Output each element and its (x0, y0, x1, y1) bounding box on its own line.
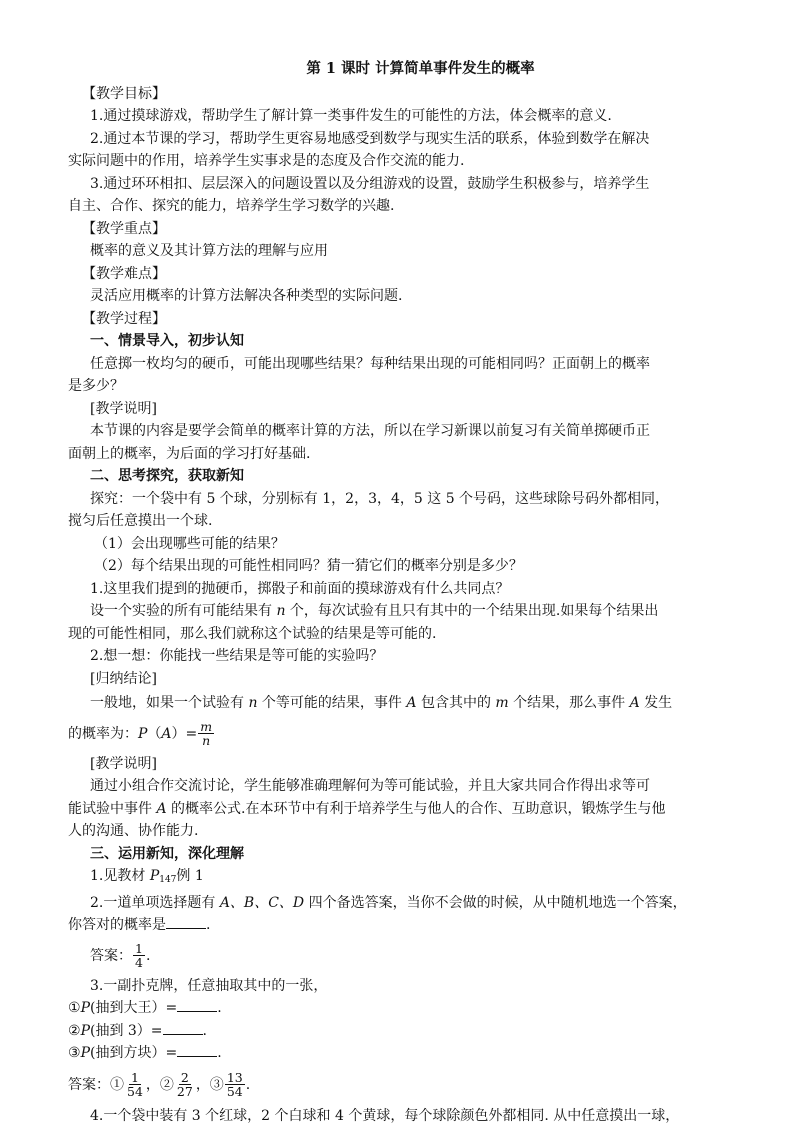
goals-heading: 【教学目标】 (82, 83, 735, 106)
key-heading: 【教学重点】 (82, 218, 735, 241)
section-2-note-a: 通过小组合作交流讨论，学生能够准确理解何为等可能试验，并且大家共同合作得出求等可 (90, 775, 735, 798)
goal-3a: 3.通过环环相扣、层层深入的问题设置以及分组游戏的设置，鼓励学生积极参与，培养学生 (90, 173, 735, 196)
section-3-point-1: 1.见教材 $P_{147}$例 1 (90, 865, 735, 892)
section-3-point-2a: 2.一道单项选择题有 A、B、C、D 四个备选答案，当你不会做的时候，从中随机地选一个答案， (90, 892, 735, 915)
document-page (90, 58, 735, 1127)
section-2-point-1: 1.这里我们提到的抛硬币，掷骰子和前面的摸球游戏有什么共同点？ (90, 578, 735, 601)
section-2-question-2: （2）每个结果出现的可能性相同吗？猜一猜它们的概率分别是多少？ (94, 555, 735, 578)
section-3-point-4: 4.一个袋中装有 3 个红球，2 个白球和 4 个黄球，每个球除颜色外都相同. 从中任意摸出一球， (90, 1105, 735, 1127)
process-heading: 【教学过程】 (82, 308, 735, 331)
section-1-question-b: 是多少？ (68, 375, 735, 398)
section-3-choice-2: ②P(抽到 3）= . (68, 1020, 735, 1043)
section-3-point-2b: 你答对的概率是 . (68, 914, 735, 937)
section-1-question-a: 任意掷一枚均匀的硬币，可能出现哪些结果？每种结果出现的可能相同吗？正面朝上的概率 (90, 353, 735, 376)
section-2-conclusion-formula: 的概率为：P（A）= $\frac{m}{n}$ (68, 717, 735, 751)
section-1-heading: 一、情景导入，初步认知 (90, 330, 735, 353)
section-2-definition-a: 设一个实验的所有可能结果有 n 个，每次试验有且只有其中的一个结果出现.如果每个结果出 (90, 600, 735, 623)
difficulty-heading: 【教学难点】 (82, 263, 735, 286)
section-3-point-3: 3.一副扑克牌，任意抽取其中的一张， (90, 975, 735, 998)
section-3-choice-1: ①P(抽到大王）= . (68, 997, 735, 1020)
section-2-explore-b: 搅匀后任意摸出一个球. (68, 510, 735, 533)
goal-3b: 自主、合作、探究的能力，培养学生学习数学的兴趣. (68, 195, 735, 218)
section-2-conclusion-heading: [归纳结论] (90, 668, 735, 691)
section-2-point-2: 2.想一想：你能找一些结果是等可能的实验吗？ (90, 645, 735, 668)
goal-1: 1.通过摸球游戏，帮助学生了解计算一类事件发生的可能性的方法，体会概率的意义. (90, 105, 735, 128)
section-3-answer-3: 答案：① $\frac{1}{54}$ ，② $\frac{2}{27}$ ，③ $\frac{13}{54}$ . (68, 1067, 735, 1103)
section-3-choice-3: ③P(抽到方块）= . (68, 1042, 735, 1065)
key-point: 概率的意义及其计算方法的理解与应用 (90, 240, 735, 263)
section-2-explore-a: 探究：一个袋中有 5 个球，分别标有 1，2，3，4，5 这 5 个号码，这些球除号码外都相同， (90, 488, 735, 511)
section-2-question-1: （1）会出现哪些可能的结果？ (94, 533, 735, 556)
section-2-conclusion-a: 一般地，如果一个试验有 n 个等可能的结果，事件 A 包含其中的 m 个结果，那么事件 A 发生 (90, 692, 735, 715)
section-2-heading: 二、思考探究，获取新知 (90, 465, 735, 488)
goal-2b: 实际问题中的作用，培养学生实事求是的态度及合作交流的能力. (68, 150, 735, 173)
section-2-note-c: 人的沟通、协作能力. (68, 820, 735, 843)
probability-fraction: $\frac{m}{n}$ (198, 720, 214, 747)
section-1-note-a: 本节课的内容是要学会简单的概率计算的方法，所以在学习新课以前复习有关简单掷硬币正 (90, 420, 735, 443)
section-2-note-heading: [教学说明] (90, 753, 735, 776)
section-3-answer-2: 答案： $\frac{1}{4}$ . (90, 939, 735, 973)
section-1-note-b: 面朝上的概率，为后面的学习打好基础. (68, 443, 735, 466)
section-2-definition-b: 现的可能性相同，那么我们就称这个试验的结果是等可能的. (68, 623, 735, 646)
section-3-heading: 三、运用新知，深化理解 (90, 843, 735, 866)
answer-blank (166, 914, 206, 929)
section-2-note-b: 能试验中事件 A 的概率公式.在本环节中有利于培养学生与他人的合作、互助意识，锻炼学生与他 (68, 798, 735, 821)
section-1-note-heading: [教学说明] (90, 398, 735, 421)
goal-2a: 2.通过本节课的学习，帮助学生更容易地感受到数学与现实生活的联系，体验到数学在解决 (90, 128, 735, 151)
page-title: 第 1 课时 计算简单事件发生的概率 (90, 58, 735, 81)
difficulty-point: 灵活应用概率的计算方法解决各种类型的实际问题. (90, 285, 735, 308)
